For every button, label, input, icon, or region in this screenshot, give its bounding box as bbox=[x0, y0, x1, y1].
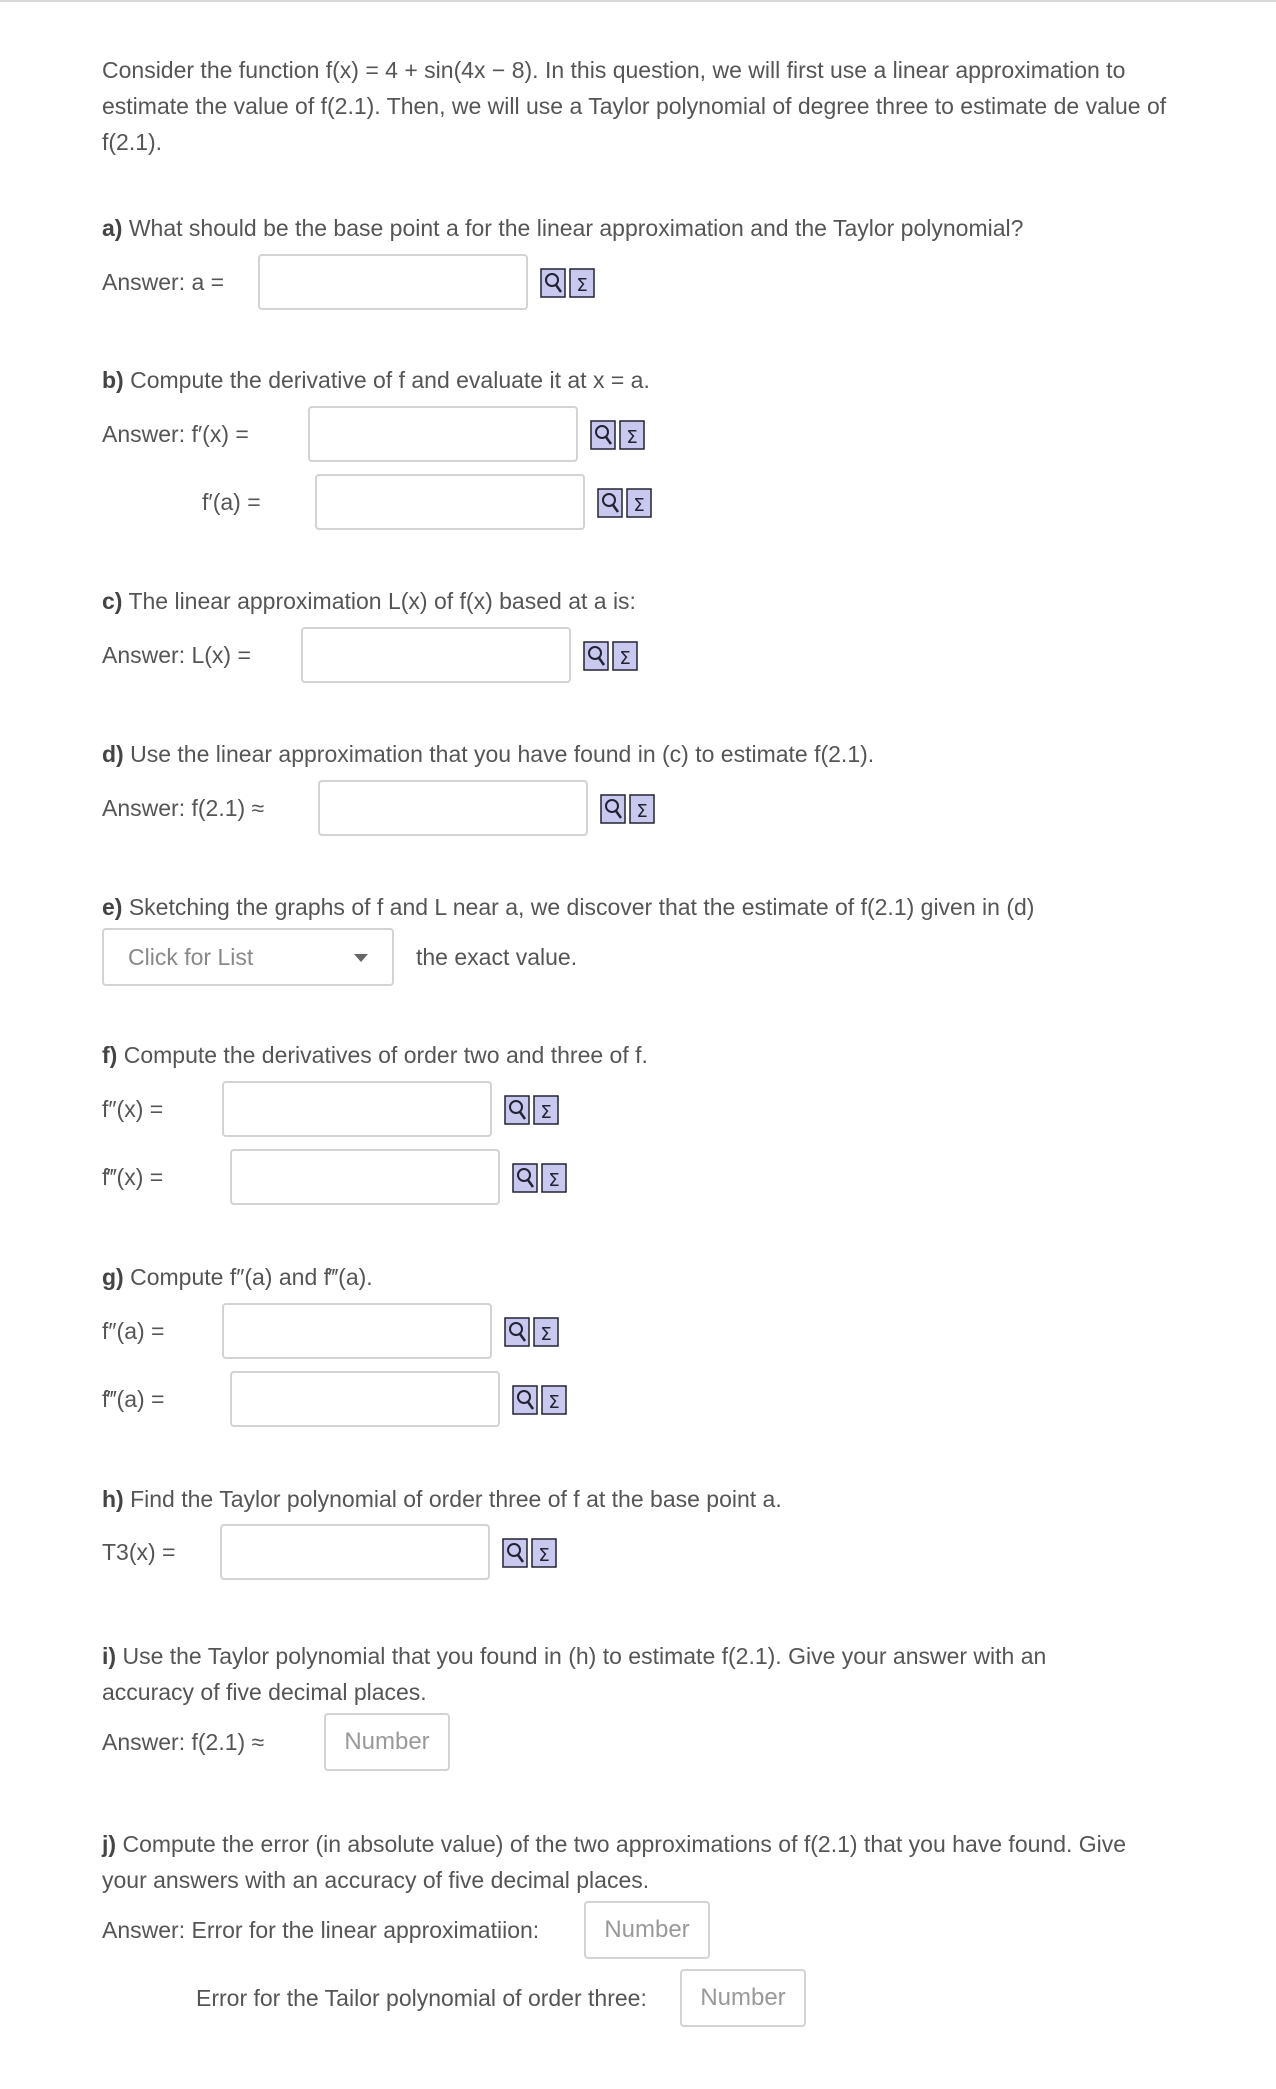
question-h: h) Find the Taylor polynomial of order three of f at the base point a. bbox=[102, 1486, 782, 1512]
f2-x-label: f″(x) = bbox=[102, 1095, 164, 1122]
svg-text:Σ: Σ bbox=[619, 648, 631, 669]
taylor-input[interactable] bbox=[220, 1524, 490, 1580]
taylor-estimate-input[interactable]: Number bbox=[324, 1713, 450, 1771]
answer-e-after: the exact value. bbox=[416, 943, 578, 970]
question-f: f) Compute the derivatives of order two and three of f. bbox=[102, 1042, 648, 1068]
error-linear-input[interactable]: Number bbox=[584, 1901, 710, 1959]
error-linear-label: Answer: Error for the linear approximatiion: bbox=[102, 1916, 540, 1943]
equation-editor-icon[interactable] bbox=[629, 792, 656, 824]
comparison-select[interactable]: Click for List bbox=[102, 928, 394, 986]
preview-icon[interactable] bbox=[590, 418, 617, 450]
question-b: b) Compute the derivative of f and evaluate it at x = a. bbox=[102, 367, 650, 393]
error-taylor-label: Error for the Tailor polynomial of order three: bbox=[196, 1984, 647, 2011]
preview-icon[interactable] bbox=[540, 266, 567, 298]
answer-e-row bbox=[102, 928, 577, 986]
question-d: d) Use the linear approximation that you have found in (c) to estimate f(2.1). bbox=[102, 741, 875, 767]
preview-icon[interactable] bbox=[512, 1161, 539, 1193]
f3-a-label: f‴(a) = bbox=[102, 1385, 165, 1412]
equation-editor-icon[interactable] bbox=[531, 1536, 558, 1568]
answer-i-row bbox=[102, 1713, 450, 1771]
answer-g1-row bbox=[102, 1303, 560, 1359]
svg-text:Σ: Σ bbox=[633, 495, 645, 516]
tool-icons bbox=[540, 266, 596, 298]
answer-d-label: Answer: f(2.1) ≈ bbox=[102, 794, 265, 821]
error-taylor-input[interactable]: Number bbox=[680, 1969, 806, 2027]
preview-icon[interactable] bbox=[583, 639, 610, 671]
svg-text:Σ: Σ bbox=[636, 801, 648, 822]
answer-b2-row bbox=[202, 474, 653, 530]
fprime-a-input[interactable] bbox=[315, 474, 585, 530]
chevron-down-icon bbox=[354, 954, 368, 962]
preview-icon[interactable] bbox=[502, 1536, 529, 1568]
equation-editor-icon[interactable] bbox=[626, 486, 653, 518]
preview-icon[interactable] bbox=[512, 1383, 539, 1415]
answer-b1-row bbox=[102, 406, 646, 462]
answer-a-label: Answer: a = bbox=[102, 268, 225, 295]
f3-x-input[interactable] bbox=[230, 1149, 500, 1205]
question-a: a) What should be the base point a for the linear approximation and the Taylor polynomial? bbox=[102, 215, 1024, 241]
estimate-linear-input[interactable] bbox=[318, 780, 588, 836]
fprime-x-input[interactable] bbox=[308, 406, 578, 462]
question-g: g) Compute f″(a) and f‴(a). bbox=[102, 1264, 373, 1290]
answer-f2-row bbox=[102, 1149, 568, 1205]
preview-icon[interactable] bbox=[600, 792, 627, 824]
answer-d-row bbox=[102, 780, 656, 836]
answer-j2-row bbox=[196, 1969, 806, 2027]
svg-text:Σ: Σ bbox=[626, 427, 638, 448]
answer-c-label: Answer: L(x) = bbox=[102, 641, 251, 668]
intro-block bbox=[102, 52, 1202, 160]
equation-editor-icon[interactable] bbox=[541, 1161, 568, 1193]
preview-icon[interactable] bbox=[597, 486, 624, 518]
equation-editor-icon[interactable] bbox=[541, 1383, 568, 1415]
answer-b1-label: Answer: f′(x) = bbox=[102, 420, 249, 447]
question-i: i) Use the Taylor polynomial that you found in (h) to estimate f(2.1). Give your answer with an accuracy of five decimal places. bbox=[102, 1643, 1047, 1705]
question-c: c) The linear approximation L(x) of f(x) based at a is: bbox=[102, 588, 636, 614]
question-j: j) Compute the error (in absolute value) of the two approximations of f(2.1) that you have found. Give your answers with an accuracy of five decimal places. bbox=[102, 1831, 1127, 1893]
f3-x-label: f‴(x) = bbox=[102, 1163, 164, 1190]
answer-a-row bbox=[102, 254, 596, 310]
f3-a-input[interactable] bbox=[230, 1371, 500, 1427]
preview-icon[interactable] bbox=[504, 1093, 531, 1125]
answer-b2-label: f′(a) = bbox=[202, 488, 261, 515]
equation-editor-icon[interactable] bbox=[612, 639, 639, 671]
answer-a-input[interactable] bbox=[258, 254, 528, 310]
top-border bbox=[0, 0, 1276, 6]
svg-text:Σ: Σ bbox=[540, 1102, 552, 1123]
svg-text:Σ: Σ bbox=[576, 275, 588, 296]
equation-editor-icon[interactable] bbox=[569, 266, 596, 298]
answer-f1-row bbox=[102, 1081, 560, 1137]
preview-icon[interactable] bbox=[504, 1315, 531, 1347]
question-e: e) Sketching the graphs of f and L near a, we discover that the estimate of f(2.1) given in (d) bbox=[102, 894, 1035, 920]
equation-editor-icon[interactable] bbox=[533, 1315, 560, 1347]
f2-a-label: f″(a) = bbox=[102, 1317, 165, 1344]
answer-j1-row bbox=[102, 1901, 710, 1959]
equation-editor-icon[interactable] bbox=[619, 418, 646, 450]
answer-c-row bbox=[102, 627, 639, 683]
taylor-label: T3(x) = bbox=[102, 1538, 176, 1565]
equation-editor-icon[interactable] bbox=[533, 1093, 560, 1125]
svg-text:Σ: Σ bbox=[540, 1324, 552, 1345]
svg-text:Σ: Σ bbox=[548, 1170, 560, 1191]
answer-g2-row bbox=[102, 1371, 568, 1427]
linear-approx-input[interactable] bbox=[301, 627, 571, 683]
intro-text: Consider the function f(x) = 4 + sin(4x − 8). In this question, we will first use a linear approximation to estimate the value of f(2.1). Then, we will use a Taylor polynomial of degree three to estimate de value of f(2.1). bbox=[102, 57, 1167, 155]
svg-text:Σ: Σ bbox=[538, 1545, 550, 1566]
f2-a-input[interactable] bbox=[222, 1303, 492, 1359]
answer-i-label: Answer: f(2.1) ≈ bbox=[102, 1728, 265, 1755]
answer-h-row bbox=[102, 1524, 558, 1580]
f2-x-input[interactable] bbox=[222, 1081, 492, 1137]
svg-text:Σ: Σ bbox=[548, 1392, 560, 1413]
